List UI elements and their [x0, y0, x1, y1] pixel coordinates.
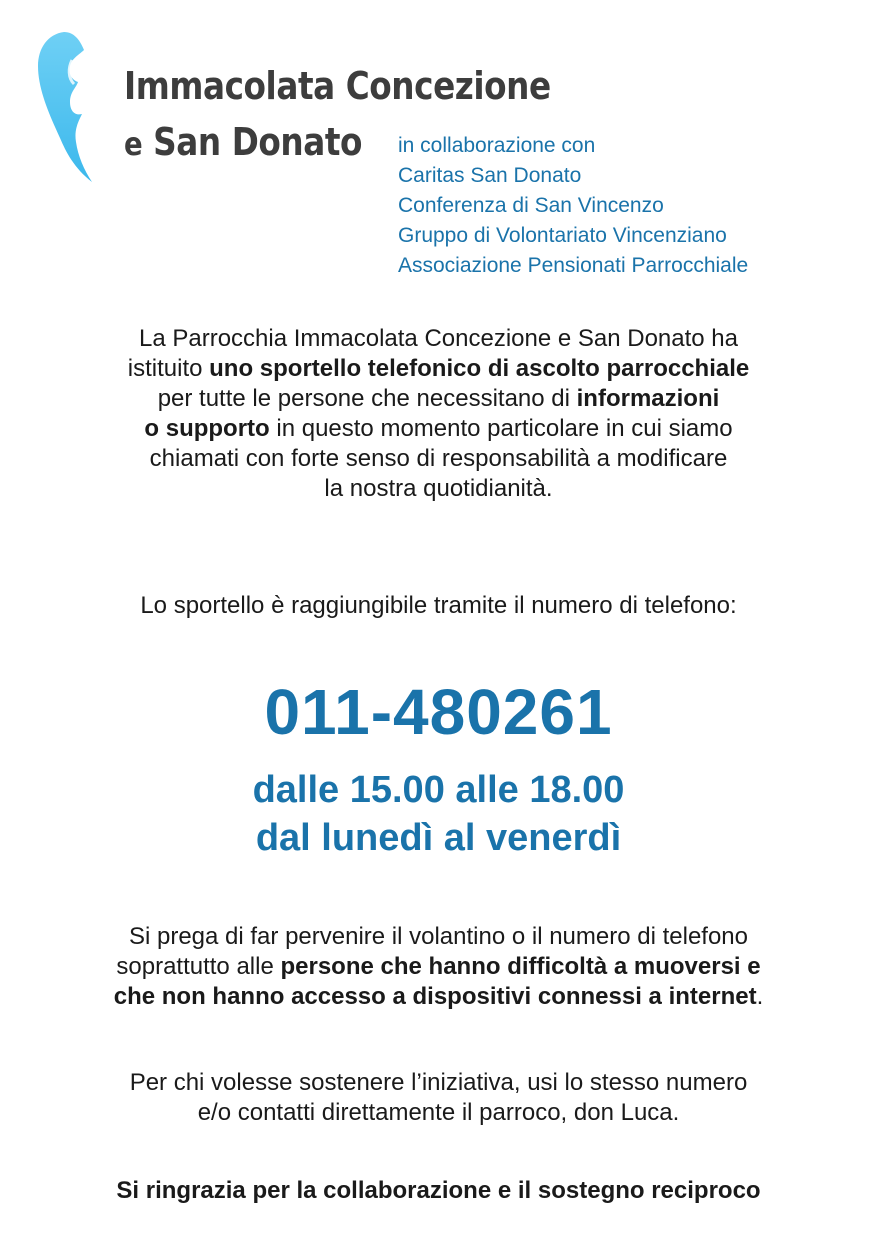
collaboration-item: Gruppo di Volontariato Vincenziano — [398, 224, 727, 247]
reach-text: Lo sportello è raggiungibile tramite il numero di telefono: — [140, 592, 737, 619]
opening-hours — [0, 766, 877, 862]
collaboration-list — [398, 131, 748, 281]
collaboration-item: Associazione Pensionati Parrocchiale — [398, 254, 749, 277]
hours-time: dalle 15.00 alle 18.00 — [252, 769, 625, 811]
collaboration-item: Conferenza di San Vincenzo — [398, 194, 664, 217]
support-paragraph: Per chi volesse sostenere l’iniziativa, usi lo stesso numero e/o contatti direttamente il parroco, don Luca. — [129, 1069, 748, 1126]
parish-name-line2: e San Donato — [124, 120, 363, 164]
parish-name-line1: Immacolata Concezione — [124, 64, 551, 108]
madonna-silhouette-icon — [34, 30, 96, 185]
thanks-text: Si ringrazia per la collaborazione e il sostegno reciproco — [116, 1177, 761, 1204]
hours-days: dal lunedì al venerdì — [255, 817, 622, 859]
request-paragraph: Si prega di far pervenire il volantino o il numero di telefono soprattutto alle persone che hanno difficoltà a muoversi e che non hanno accesso a dispositivi connessi a internet. — [113, 923, 764, 1010]
intro-paragraph: La Parrocchia Immacolata Concezione e San Donato ha istituito uno sportello telefonico di ascolto parrocchiale per tutte le persone che necessitano di informazioni o supporto in questo momento particolare in cui siamo chiamati con forte senso di responsabilità a modificare la nostra quotidianità. — [127, 325, 750, 502]
phone-number[interactable]: 011-480261 — [264, 676, 613, 748]
collaboration-item: Caritas San Donato — [398, 164, 582, 187]
collaboration-intro: in collaborazione con — [398, 134, 596, 157]
service-highlight: uno sportello telefonico di ascolto parrocchiale — [209, 355, 750, 382]
